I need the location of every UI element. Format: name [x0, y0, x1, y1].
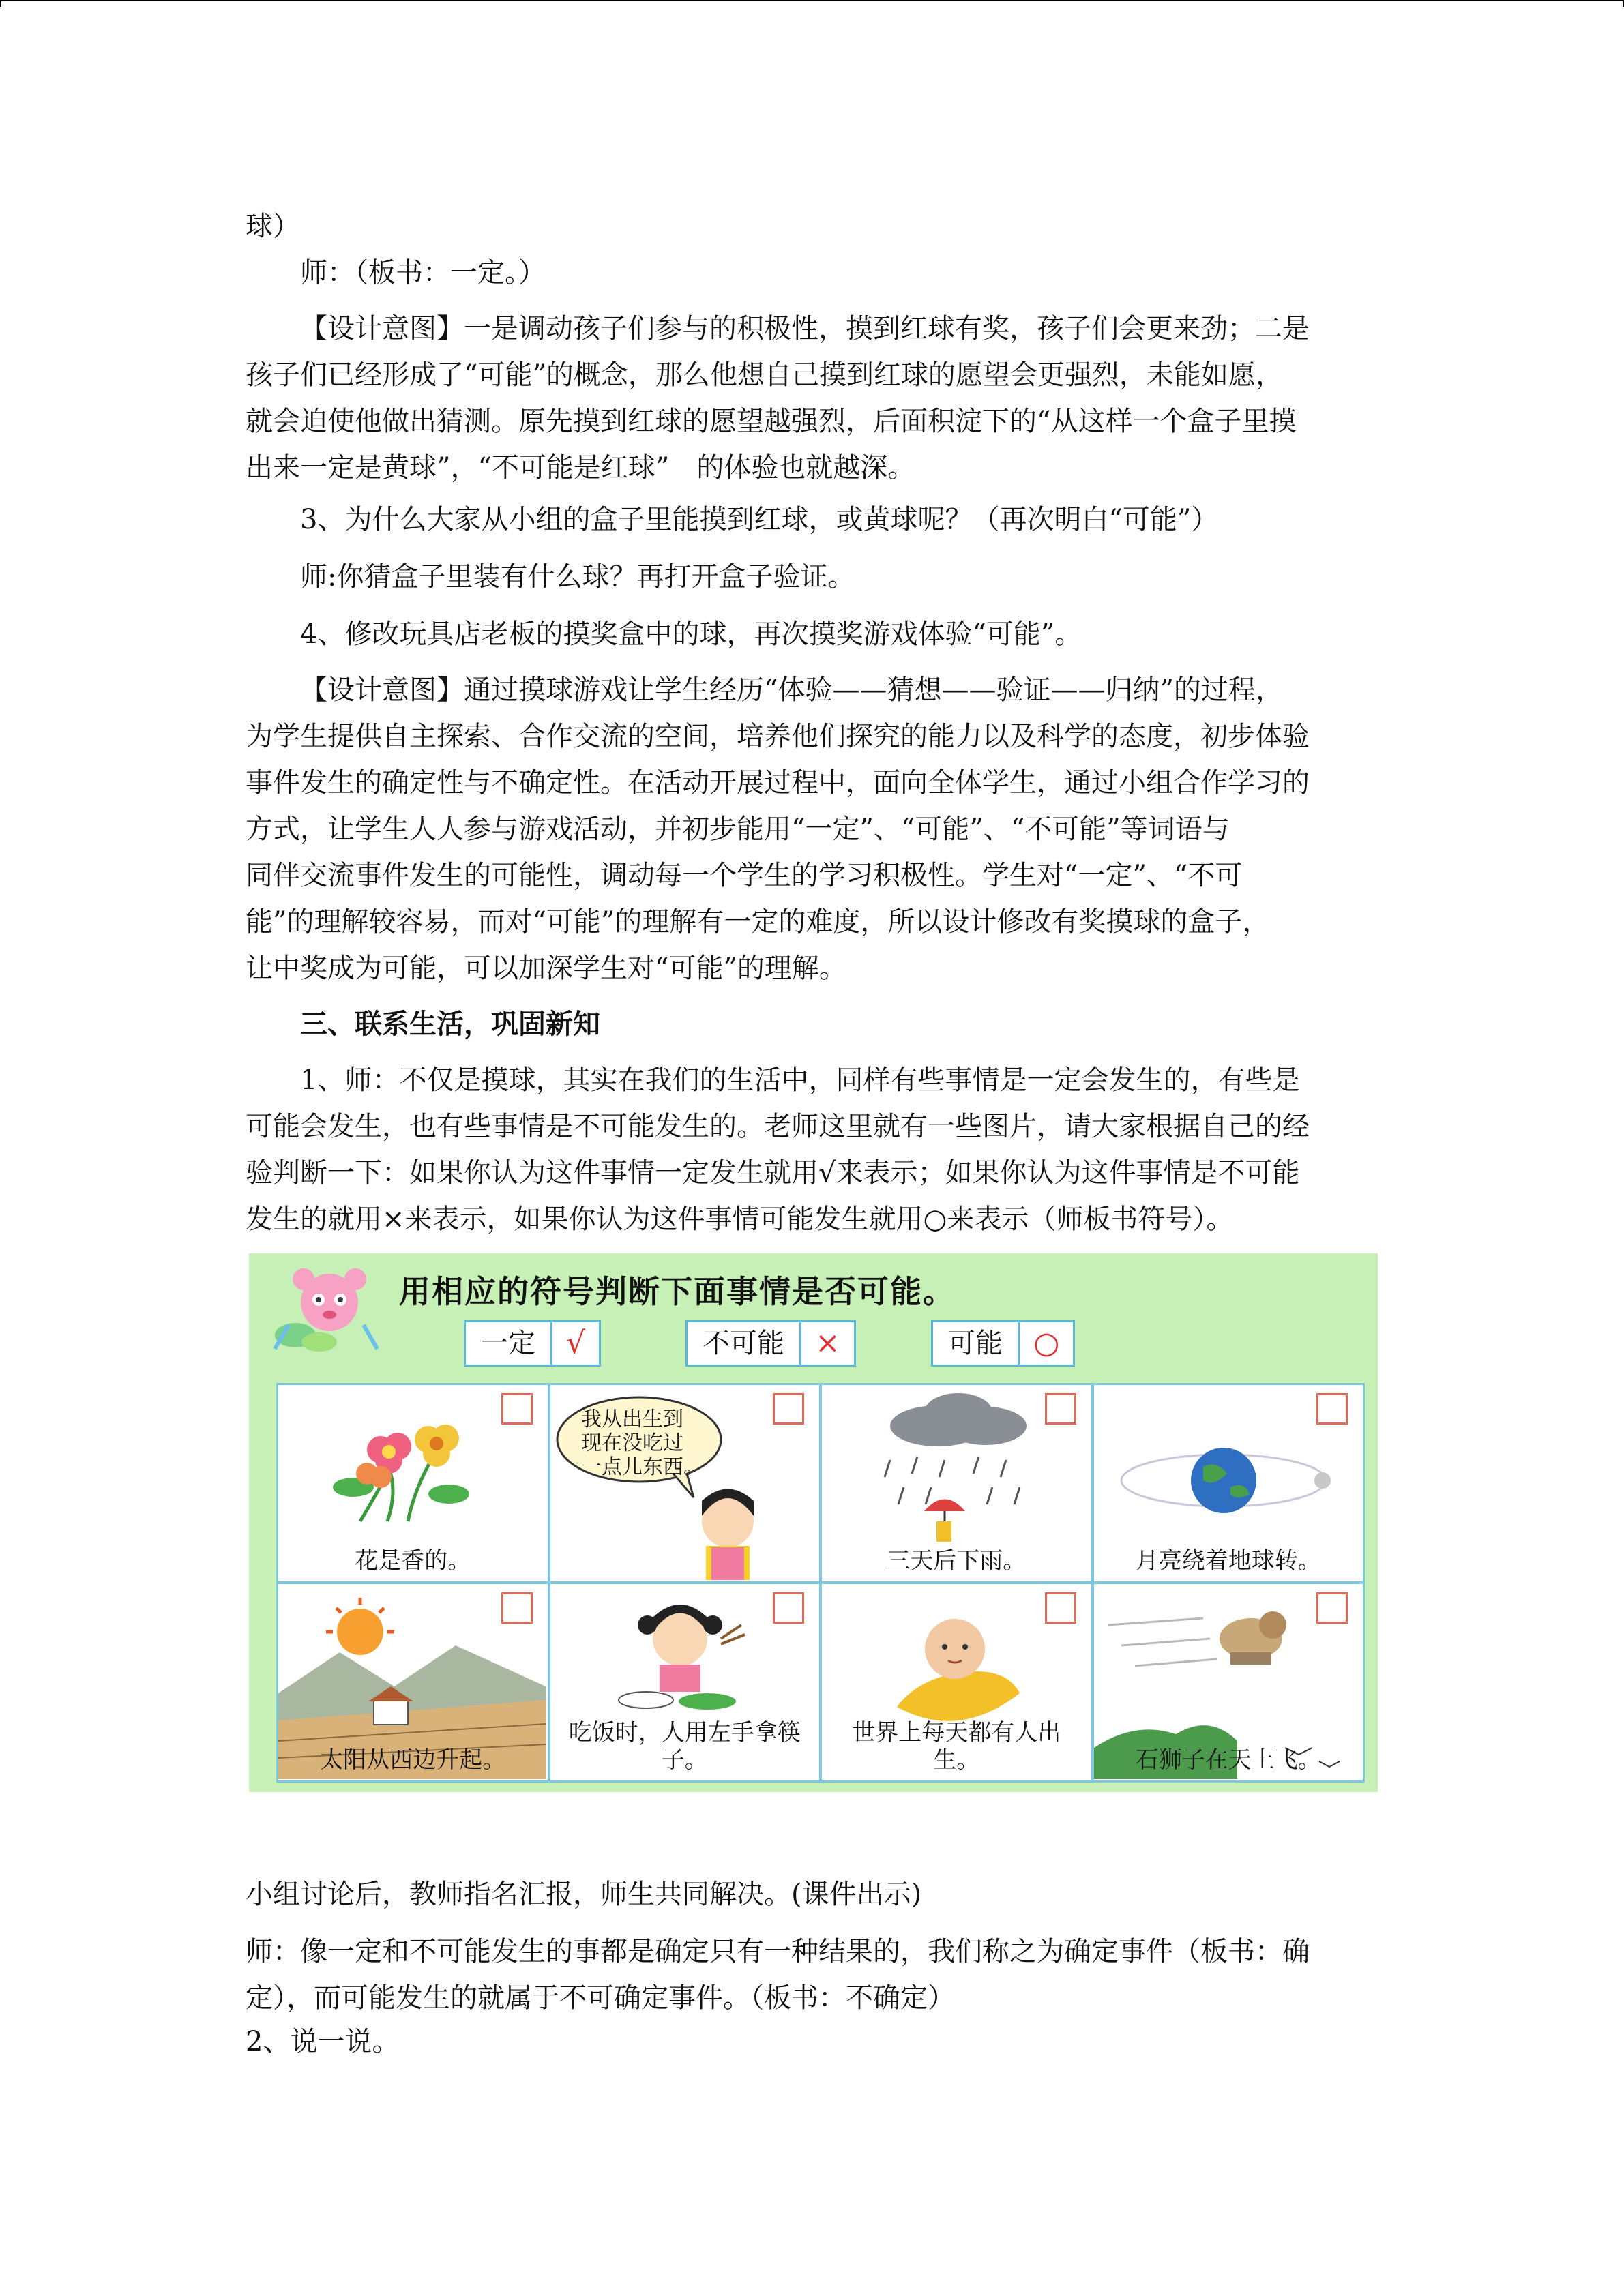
picture-cell	[550, 1385, 820, 1581]
paragraph-teacher-guess: 师:你猜盒子里装有什么球？再打开盒子验证。	[300, 561, 855, 593]
paragraph-design-intent-1: 【设计意图】一是调动孩子们参与的积极性，摸到红球有奖，孩子们会更来劲；二是 孩子们已经形成了“可能”的概念，那么他想自己摸到红球的愿望会更强烈，未能如愿， 就会迫使他做出猜测。原先摸到红球的愿望越强烈，后面积淀下的“从这样一个盒子里摸 出来一定是黄球”，“不可能是红球” 的体验也就越深。	[246, 313, 1310, 483]
picture-caption: 花是香的。	[355, 1547, 471, 1575]
picture-cell	[278, 1584, 548, 1780]
picture-caption: 月亮绕着地球转。	[1135, 1547, 1321, 1575]
picture-cell	[550, 1584, 820, 1780]
mascot-icon	[261, 1260, 391, 1362]
section-heading: 三、联系生活，巩固新知	[300, 1008, 600, 1040]
answer-box[interactable]	[1316, 1393, 1348, 1425]
answer-box[interactable]	[773, 1393, 804, 1425]
picture-caption: 三天后下雨。	[887, 1547, 1027, 1575]
paragraph-teacher-board: 师：（板书：一定。）	[300, 257, 546, 288]
picture-cell	[1094, 1584, 1363, 1780]
answer-box[interactable]	[501, 1592, 533, 1624]
legend-label: 可能	[933, 1322, 1020, 1365]
page-top-border	[0, 0, 1624, 1]
legend-certain	[464, 1320, 601, 1367]
speech-line: 我从出生到	[580, 1407, 683, 1431]
check-symbol: √	[566, 1326, 586, 1360]
paragraph-talk: 2、说一说。	[246, 2026, 400, 2057]
paragraph-group-discussion: 小组讨论后，教师指名汇报，师生共同解决。(课件出示)	[246, 1879, 922, 1910]
answer-box[interactable]	[1316, 1592, 1348, 1624]
picture-caption: 太阳从西边升起。	[320, 1746, 506, 1774]
legend-label: 不可能	[688, 1322, 801, 1365]
crop-mark	[0, 0, 1, 7]
cross-symbol: ×	[815, 1326, 840, 1360]
speech-line: 现在没吃过	[580, 1431, 683, 1455]
paragraph-step-4: 4、修改玩具店老板的摸奖盒中的球，再次摸奖游戏体验“可能”。	[300, 618, 1082, 650]
figure-title: 用相应的符号判断下面事情是否可能。	[399, 1273, 956, 1310]
answer-box[interactable]	[773, 1592, 804, 1624]
speech-line: 一点儿东西。	[580, 1455, 704, 1479]
legend-possible	[931, 1320, 1075, 1367]
legend-impossible	[685, 1320, 856, 1367]
picture-cell	[822, 1385, 1091, 1581]
paragraph-certain-event: 师：像一定和不可能发生的事都是确定只有一种结果的，我们称之为确定事件（板书：确 定），而可能发生的就属于不可确定事件。（板书：不确定）	[246, 1936, 1310, 2014]
paragraph-design-intent-2: 【设计意图】通过摸球游戏让学生经历“体验——猜想——验证——归纳”的过程， 为学生提供自主探索、合作交流的空间，培养他们探究的能力以及科学的态度，初步体验 事件发生的确定性与不确定性。在活动开展过程中，面向全体学生，通过小组合作学习的 方式，让学生人人参与游戏活动，并初步能用“一定”、“可能”、“不可能”等词语与 同伴交流事件发生的可能性，调动每一个学生的学习积极性。学生对“一定”、“不可 能”的理解较容易，而对“可能”的理解有一定的难度，所以设计修改有奖摸球的盒子， 让中奖成为可能，可以加深学生对“可能”的理解。	[246, 674, 1310, 984]
picture-cell	[822, 1584, 1091, 1780]
answer-box[interactable]	[1045, 1393, 1076, 1425]
exercise-figure	[249, 1253, 1378, 1792]
picture-caption: 石狮子在天上飞。	[1135, 1746, 1321, 1774]
picture-grid	[276, 1383, 1365, 1783]
picture-caption: 世界上每天都有人出生。	[852, 1719, 1061, 1774]
paragraph-life-examples: 1、师：不仅是摸球，其实在我们的生活中，同样有些事情是一定会发生的，有些是 可能会发生，也有些事情是不可能发生的。老师这里就有一些图片，请大家根据自己的经 验判断一下：如果你认为这件事情一定发生就用√来表示；如果你认为这件事情是不可能 发生的就用×来表示，如果你认为这件事情可能发生就用○来表示（师板书符号）。	[246, 1064, 1310, 1235]
picture-cell	[278, 1385, 548, 1581]
picture-caption: 吃饭时，人用左手拿筷子。	[568, 1719, 801, 1774]
circle-symbol: ○	[1033, 1326, 1060, 1360]
answer-box[interactable]	[501, 1393, 533, 1425]
legend-label: 一定	[466, 1322, 552, 1365]
paragraph-continuation: 球）	[246, 211, 300, 242]
answer-box[interactable]	[1045, 1592, 1076, 1624]
picture-cell	[1094, 1385, 1363, 1581]
paragraph-question-3: 3、为什么大家从小组的盒子里能摸到红球，或黄球呢？（再次明白“可能”）	[300, 504, 1219, 535]
